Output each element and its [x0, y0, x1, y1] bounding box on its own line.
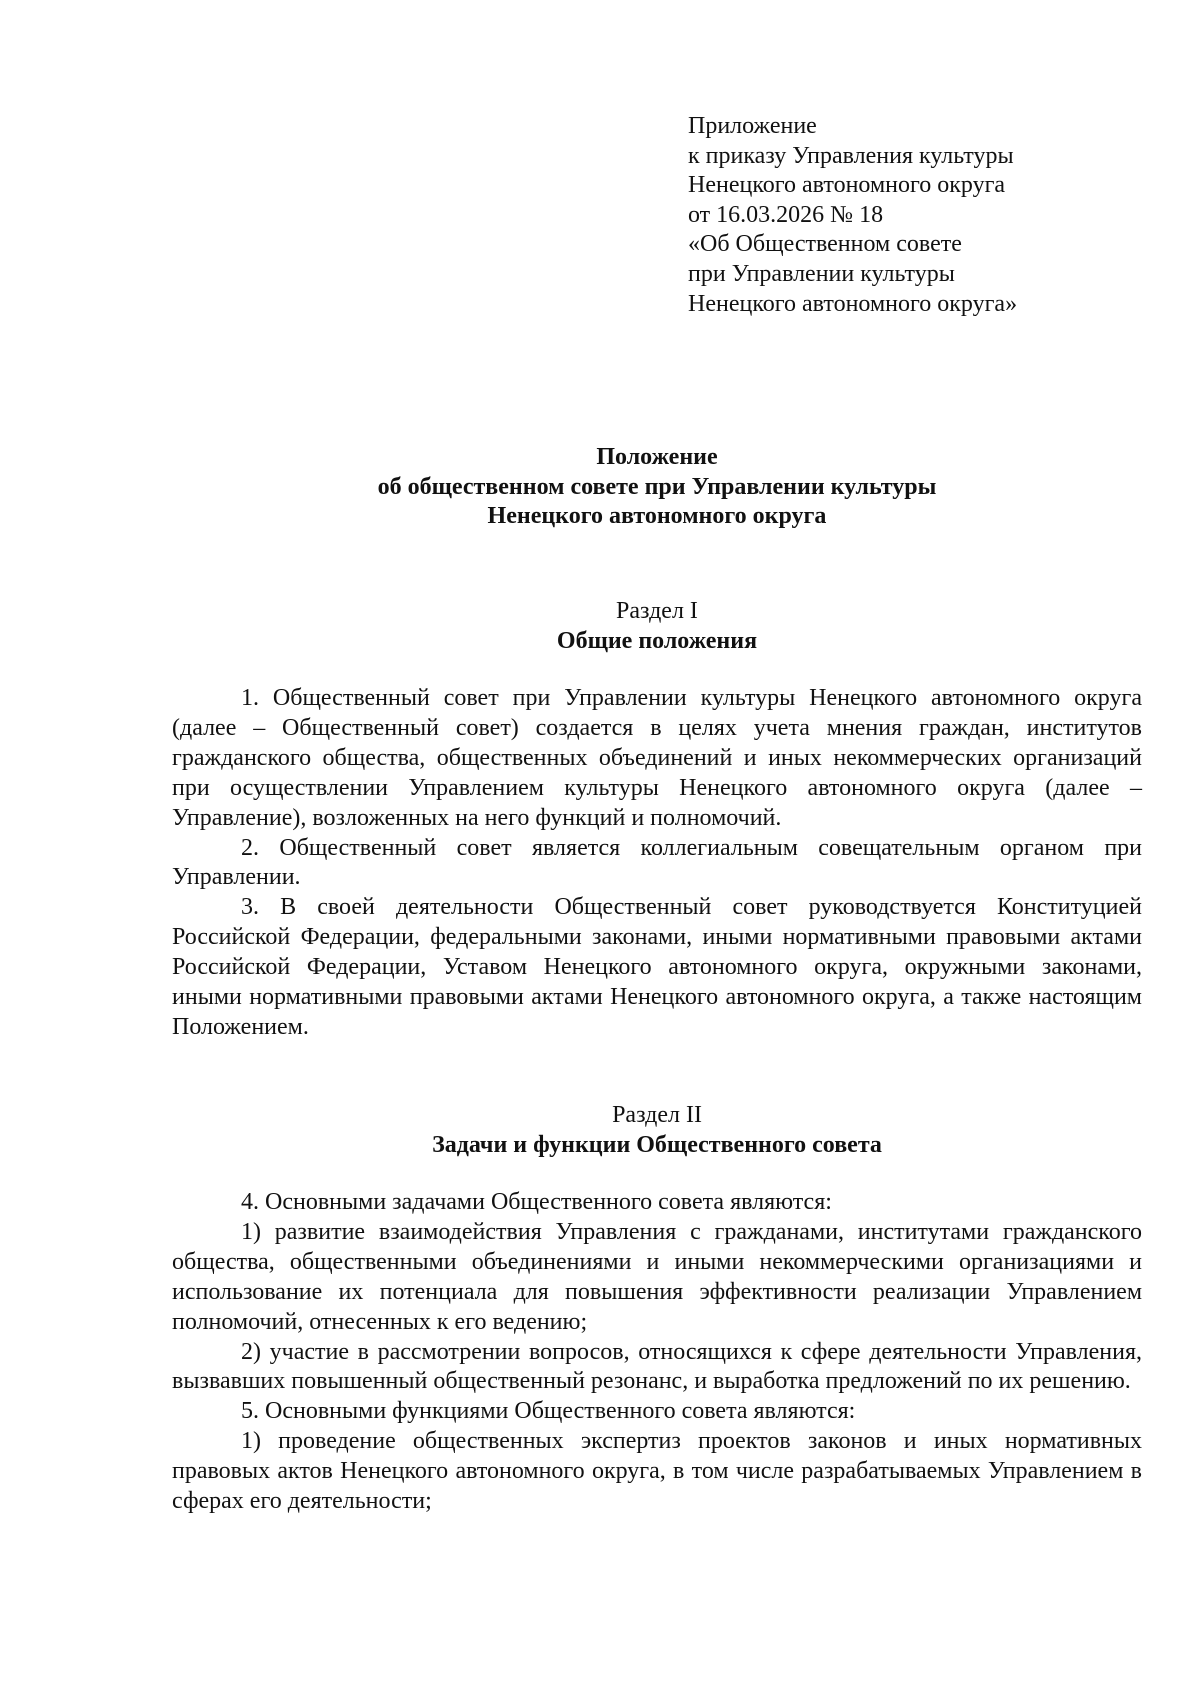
section-2-heading: [172, 1100, 1142, 1160]
paragraph: 1) развитие взаимодействия Управления с гражданами, институтами гражданского общества, общественными объединениями и иными некоммерческими организациями и использование их потенциала для повышения эффективности реализации Управлением полномочий, отнесенных к его ведению;: [172, 1218, 1142, 1335]
appendix-line: при Управлении культуры: [688, 260, 955, 287]
section-name: Задачи и функции Общественного совета: [432, 1132, 882, 1158]
title-line: об общественном совете при Управлении культуры: [377, 473, 937, 500]
paragraph: 1. Общественный совет при Управлении культуры Ненецкого автономного округа (далее – Общественный совет) создается в целях учета мнения граждан, институтов гражданского общества, общественных объединений и иных некоммерческих организаций при осуществлении Управлением культуры Ненецкого автономного округа (далее – Управление), возложенных на него функций и полномочий.: [172, 685, 1142, 831]
section-1-body: [172, 684, 1142, 1043]
appendix-line: от 16.03.2026 № 18: [688, 201, 884, 228]
appendix-line: Ненецкого автономного округа: [688, 172, 1006, 199]
paragraph: 1) проведение общественных экспертиз проектов законов и иных нормативных правовых актов Ненецкого автономного округа, в том числе разрабатываемых Управлением в сферах его деятельности;: [172, 1428, 1142, 1515]
appendix-line: к приказу Управления культуры: [688, 142, 1014, 169]
title-line: Ненецкого автономного округа: [487, 503, 827, 529]
paragraph: 5. Основными функциями Общественного совета являются:: [241, 1398, 856, 1425]
section-1-heading: [172, 596, 1142, 656]
document-title: [172, 443, 1142, 532]
section-name: Общие положения: [556, 628, 758, 654]
appendix-line: Приложение: [688, 113, 817, 139]
paragraph: 3. В своей деятельности Общественный совет руководствуется Конституцией Российской Федерации, федеральными законами, иными нормативными правовыми актами Российской Федерации, Уставом Ненецкого автономного округа, окружными законами, иными нормативными правовыми актами Ненецкого автономного округа, а также настоящим Положением.: [172, 894, 1142, 1040]
paragraph: 2. Общественный совет является коллегиальным совещательным органом при Управлении.: [172, 834, 1142, 891]
appendix-block: [688, 112, 1158, 319]
section-number: Раздел I: [616, 598, 698, 624]
paragraph: 4. Основными задачами Общественного совета являются:: [241, 1189, 832, 1215]
section-number: Раздел II: [612, 1102, 702, 1128]
title-line: Положение: [596, 444, 718, 470]
section-2-body: [172, 1188, 1142, 1517]
appendix-line: «Об Общественном совете: [688, 231, 962, 258]
appendix-line: Ненецкого автономного округа»: [688, 290, 1018, 317]
paragraph: 2) участие в рассмотрении вопросов, относящихся к сфере деятельности Управления, вызвавших повышенный общественный резонанс, и выработка предложений по их решению.: [172, 1338, 1142, 1395]
